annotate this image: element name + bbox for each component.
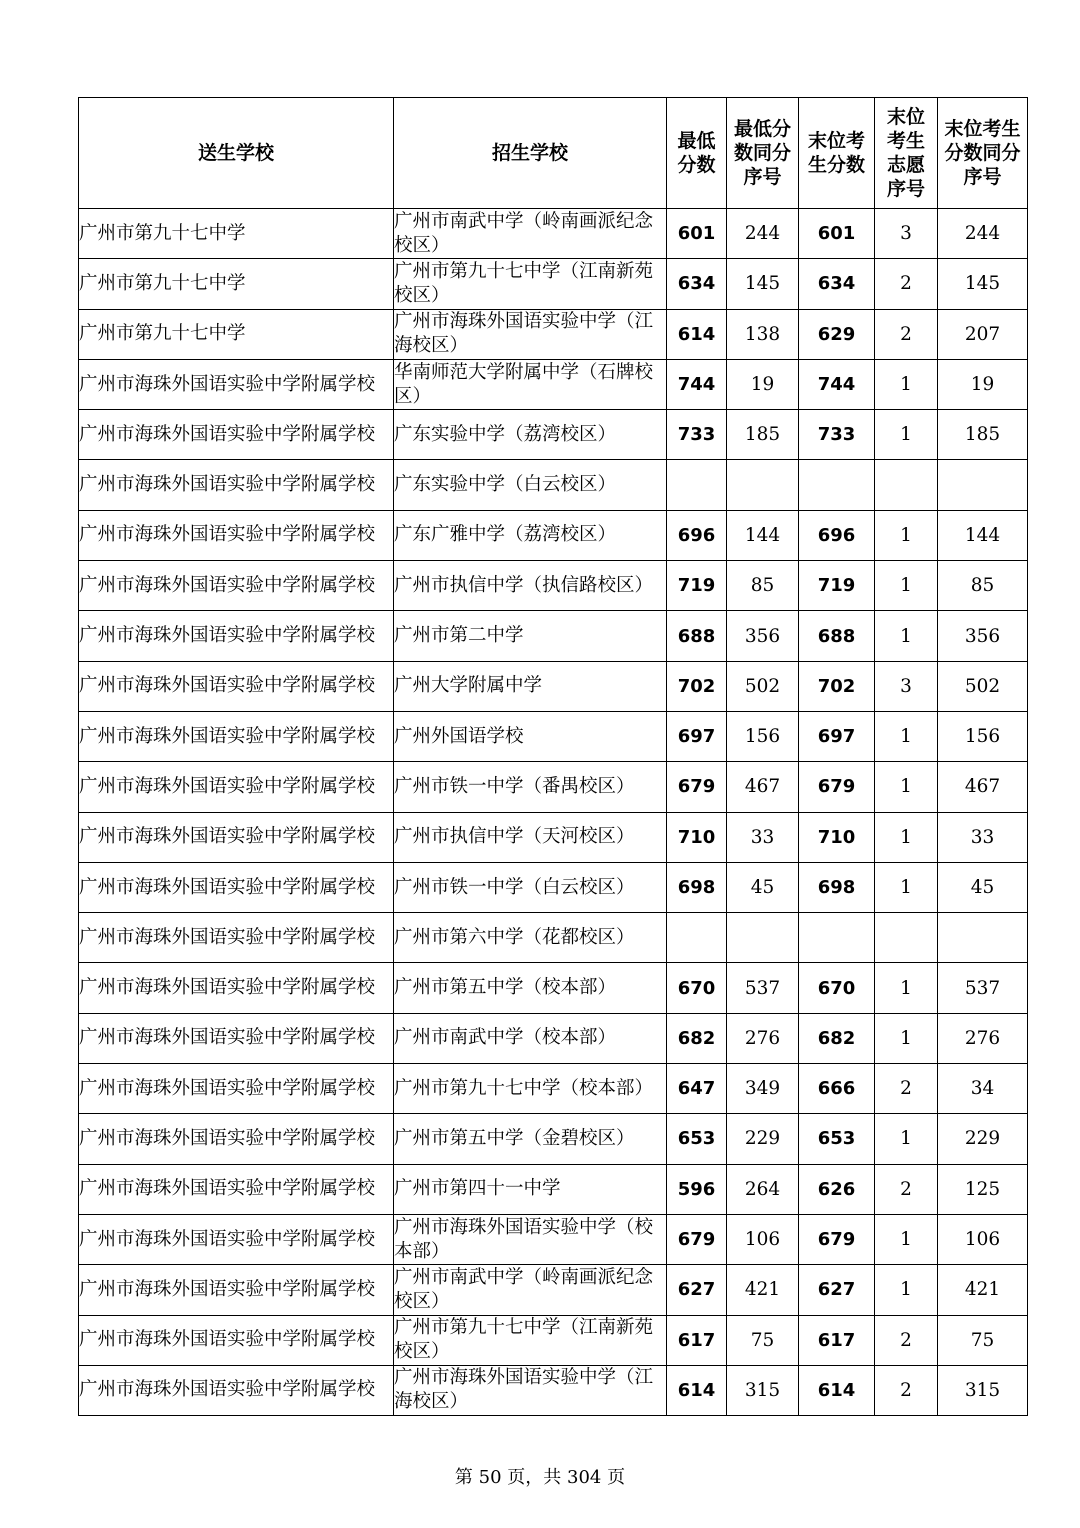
cell-recv-school: 广州市第五中学（校本部）: [394, 963, 667, 1013]
cell-last-choice: 1: [875, 1265, 938, 1315]
cell-last-choice: 1: [875, 510, 938, 560]
cell-last-same-rank: 85: [938, 561, 1028, 611]
cell-send-school: 广州市海珠外国语实验中学附属学校: [79, 1214, 394, 1264]
cell-send-school: 广州市海珠外国语实验中学附属学校: [79, 762, 394, 812]
cell-last-same-rank: 19: [938, 359, 1028, 409]
cell-recv-school: 广州外国语学校: [394, 711, 667, 761]
cell-last-same-rank: 156: [938, 711, 1028, 761]
cell-last-choice: [875, 913, 938, 963]
cell-send-school: 广州市海珠外国语实验中学附属学校: [79, 460, 394, 510]
cell-recv-school: 广州市海珠外国语实验中学（校本部）: [394, 1214, 667, 1264]
cell-min-score: 679: [667, 762, 727, 812]
cell-last-score: 629: [799, 309, 875, 359]
cell-send-school: 广州市第九十七中学: [79, 209, 394, 259]
header-min-same-rank: 最低分数同分序号: [727, 98, 799, 209]
cell-min-score: 670: [667, 963, 727, 1013]
cell-last-choice: 1: [875, 1114, 938, 1164]
cell-last-choice: 1: [875, 410, 938, 460]
cell-last-choice: 1: [875, 812, 938, 862]
cell-min-score: 601: [667, 209, 727, 259]
table-body: [79, 209, 1028, 1416]
table-row: [79, 209, 1028, 259]
cell-last-score: 634: [799, 259, 875, 309]
cell-min-score: 719: [667, 561, 727, 611]
cell-min-same-rank: 502: [727, 661, 799, 711]
table-row: [79, 1013, 1028, 1063]
cell-min-score: 596: [667, 1164, 727, 1214]
cell-send-school: 广州市第九十七中学: [79, 259, 394, 309]
header-recv-school: 招生学校: [394, 98, 667, 209]
cell-recv-school: 广州市第四十一中学: [394, 1164, 667, 1214]
cell-min-score: 698: [667, 862, 727, 912]
cell-min-score: 697: [667, 711, 727, 761]
header-last-same-rank: 末位考生分数同分序号: [938, 98, 1028, 209]
cell-recv-school: 广东实验中学（白云校区）: [394, 460, 667, 510]
cell-last-same-rank: [938, 460, 1028, 510]
cell-send-school: 广州市海珠外国语实验中学附属学校: [79, 661, 394, 711]
cell-recv-school: 广州市第五中学（金碧校区）: [394, 1114, 667, 1164]
cell-min-score: 617: [667, 1315, 727, 1365]
table-row: [79, 762, 1028, 812]
cell-min-score: 688: [667, 611, 727, 661]
cell-recv-school: 广州市铁一中学（番禺校区）: [394, 762, 667, 812]
table-row: [79, 460, 1028, 510]
cell-min-same-rank: 45: [727, 862, 799, 912]
table-row: [79, 862, 1028, 912]
cell-last-same-rank: 207: [938, 309, 1028, 359]
cell-min-same-rank: 156: [727, 711, 799, 761]
cell-min-score: [667, 913, 727, 963]
cell-min-same-rank: 106: [727, 1214, 799, 1264]
table-row: [79, 1315, 1028, 1365]
cell-recv-school: 广州市第六中学（花都校区）: [394, 913, 667, 963]
table-row: [79, 410, 1028, 460]
cell-min-same-rank: 75: [727, 1315, 799, 1365]
table-row: [79, 1365, 1028, 1415]
cell-last-score: 688: [799, 611, 875, 661]
cell-send-school: 广州市海珠外国语实验中学附属学校: [79, 812, 394, 862]
table-row: [79, 259, 1028, 309]
cell-min-same-rank: 85: [727, 561, 799, 611]
cell-min-same-rank: 356: [727, 611, 799, 661]
cell-last-score: 626: [799, 1164, 875, 1214]
cell-last-same-rank: 467: [938, 762, 1028, 812]
cell-last-score: [799, 913, 875, 963]
cell-min-same-rank: 421: [727, 1265, 799, 1315]
cell-send-school: 广州市海珠外国语实验中学附属学校: [79, 711, 394, 761]
cell-last-score: 719: [799, 561, 875, 611]
cell-recv-school: 广州市执信中学（天河校区）: [394, 812, 667, 862]
cell-last-choice: 3: [875, 661, 938, 711]
cell-last-same-rank: 144: [938, 510, 1028, 560]
cell-min-score: 744: [667, 359, 727, 409]
cell-last-score: 666: [799, 1064, 875, 1114]
cell-min-same-rank: 138: [727, 309, 799, 359]
cell-last-score: 698: [799, 862, 875, 912]
cell-min-score: 634: [667, 259, 727, 309]
table-row: [79, 1265, 1028, 1315]
cell-recv-school: 广东广雅中学（荔湾校区）: [394, 510, 667, 560]
cell-send-school: 广州市海珠外国语实验中学附属学校: [79, 1114, 394, 1164]
cell-last-same-rank: 75: [938, 1315, 1028, 1365]
cell-send-school: 广州市海珠外国语实验中学附属学校: [79, 1013, 394, 1063]
cell-min-score: 647: [667, 1064, 727, 1114]
cell-last-score: 617: [799, 1315, 875, 1365]
cell-min-score: 702: [667, 661, 727, 711]
cell-last-score: 744: [799, 359, 875, 409]
table-header: [79, 98, 1028, 209]
cell-send-school: 广州市海珠外国语实验中学附属学校: [79, 1064, 394, 1114]
cell-recv-school: 广州大学附属中学: [394, 661, 667, 711]
cell-last-score: [799, 460, 875, 510]
cell-last-same-rank: 244: [938, 209, 1028, 259]
table-row: [79, 359, 1028, 409]
cell-last-score: 670: [799, 963, 875, 1013]
cell-last-score: 696: [799, 510, 875, 560]
header-last-choice: 末位考生志愿序号: [875, 98, 938, 209]
cell-recv-school: 广州市第二中学: [394, 611, 667, 661]
cell-last-same-rank: 125: [938, 1164, 1028, 1214]
cell-min-same-rank: 276: [727, 1013, 799, 1063]
cell-recv-school: 广州市南武中学（岭南画派纪念校区）: [394, 1265, 667, 1315]
cell-last-choice: 2: [875, 1164, 938, 1214]
cell-send-school: 广州市海珠外国语实验中学附属学校: [79, 862, 394, 912]
cell-last-same-rank: 145: [938, 259, 1028, 309]
cell-send-school: 广州市海珠外国语实验中学附属学校: [79, 1315, 394, 1365]
cell-last-score: 710: [799, 812, 875, 862]
table-row: [79, 963, 1028, 1013]
cell-send-school: 广州市海珠外国语实验中学附属学校: [79, 410, 394, 460]
table-row: [79, 661, 1028, 711]
header-last-score: 末位考生分数: [799, 98, 875, 209]
table-row: [79, 1164, 1028, 1214]
cell-last-same-rank: 356: [938, 611, 1028, 661]
cell-last-choice: 1: [875, 561, 938, 611]
table-row: [79, 510, 1028, 560]
table-row: [79, 1114, 1028, 1164]
cell-last-choice: 1: [875, 711, 938, 761]
cell-last-choice: 1: [875, 762, 938, 812]
table-row: [79, 309, 1028, 359]
cell-min-same-rank: 229: [727, 1114, 799, 1164]
table-row: [79, 913, 1028, 963]
cell-min-same-rank: 349: [727, 1064, 799, 1114]
cell-recv-school: 广州市铁一中学（白云校区）: [394, 862, 667, 912]
table-row: [79, 711, 1028, 761]
cell-min-score: 679: [667, 1214, 727, 1264]
cell-last-choice: 1: [875, 963, 938, 1013]
cell-last-same-rank: 315: [938, 1365, 1028, 1415]
header-min-score: 最低分数: [667, 98, 727, 209]
cell-send-school: 广州市海珠外国语实验中学附属学校: [79, 1265, 394, 1315]
cell-recv-school: 广州市南武中学（岭南画派纪念校区）: [394, 209, 667, 259]
cell-min-score: 614: [667, 309, 727, 359]
cell-min-same-rank: 19: [727, 359, 799, 409]
cell-last-score: 733: [799, 410, 875, 460]
cell-last-score: 614: [799, 1365, 875, 1415]
table-row: [79, 561, 1028, 611]
cell-send-school: 广州市海珠外国语实验中学附属学校: [79, 1164, 394, 1214]
cell-last-score: 627: [799, 1265, 875, 1315]
cell-last-score: 702: [799, 661, 875, 711]
cell-recv-school: 广州市第九十七中学（江南新苑校区）: [394, 1315, 667, 1365]
cell-min-same-rank: [727, 460, 799, 510]
cell-min-score: 627: [667, 1265, 727, 1315]
cell-last-choice: 2: [875, 1365, 938, 1415]
cell-min-score: 614: [667, 1365, 727, 1415]
cell-last-same-rank: 537: [938, 963, 1028, 1013]
cell-last-choice: 1: [875, 359, 938, 409]
cell-last-same-rank: 106: [938, 1214, 1028, 1264]
cell-min-same-rank: 467: [727, 762, 799, 812]
cell-recv-school: 广州市海珠外国语实验中学（江海校区）: [394, 1365, 667, 1415]
cell-last-same-rank: 33: [938, 812, 1028, 862]
cell-last-score: 697: [799, 711, 875, 761]
cell-last-same-rank: 45: [938, 862, 1028, 912]
cell-min-score: [667, 460, 727, 510]
cell-last-choice: 1: [875, 1214, 938, 1264]
cell-min-score: 710: [667, 812, 727, 862]
cell-min-score: 682: [667, 1013, 727, 1063]
cell-last-same-rank: 421: [938, 1265, 1028, 1315]
cell-min-score: 696: [667, 510, 727, 560]
cell-send-school: 广州市海珠外国语实验中学附属学校: [79, 1365, 394, 1415]
cell-last-choice: 1: [875, 611, 938, 661]
cell-last-choice: 2: [875, 1315, 938, 1365]
cell-last-choice: 3: [875, 209, 938, 259]
cell-min-same-rank: 537: [727, 963, 799, 1013]
cell-min-same-rank: 315: [727, 1365, 799, 1415]
cell-last-choice: 2: [875, 309, 938, 359]
cell-last-choice: 2: [875, 1064, 938, 1114]
cell-send-school: 广州市海珠外国语实验中学附属学校: [79, 510, 394, 560]
cell-recv-school: 广州市执信中学（执信路校区）: [394, 561, 667, 611]
cell-recv-school: 华南师范大学附属中学（石牌校区）: [394, 359, 667, 409]
table-row: [79, 1064, 1028, 1114]
cell-last-same-rank: 185: [938, 410, 1028, 460]
cell-last-score: 653: [799, 1114, 875, 1164]
cell-last-choice: 1: [875, 862, 938, 912]
cell-min-score: 733: [667, 410, 727, 460]
cell-recv-school: 广州市南武中学（校本部）: [394, 1013, 667, 1063]
cell-min-same-rank: 244: [727, 209, 799, 259]
cell-send-school: 广州市第九十七中学: [79, 309, 394, 359]
cell-recv-school: 广州市第九十七中学（校本部）: [394, 1064, 667, 1114]
cell-recv-school: 广东实验中学（荔湾校区）: [394, 410, 667, 460]
cell-recv-school: 广州市第九十七中学（江南新苑校区）: [394, 259, 667, 309]
cell-recv-school: 广州市海珠外国语实验中学（江海校区）: [394, 309, 667, 359]
cell-min-score: 653: [667, 1114, 727, 1164]
admission-score-table: [78, 97, 1028, 1416]
cell-min-same-rank: 145: [727, 259, 799, 309]
cell-send-school: 广州市海珠外国语实验中学附属学校: [79, 611, 394, 661]
table-row: [79, 812, 1028, 862]
cell-last-same-rank: 276: [938, 1013, 1028, 1063]
cell-last-choice: 2: [875, 259, 938, 309]
cell-send-school: 广州市海珠外国语实验中学附属学校: [79, 561, 394, 611]
cell-min-same-rank: 33: [727, 812, 799, 862]
page-number-footer: 第 50 页，共 304 页: [454, 1467, 626, 1488]
cell-last-score: 682: [799, 1013, 875, 1063]
cell-last-same-rank: 34: [938, 1064, 1028, 1114]
cell-send-school: 广州市海珠外国语实验中学附属学校: [79, 913, 394, 963]
cell-min-same-rank: 185: [727, 410, 799, 460]
cell-last-same-rank: 502: [938, 661, 1028, 711]
cell-min-same-rank: 264: [727, 1164, 799, 1214]
cell-last-same-rank: 229: [938, 1114, 1028, 1164]
cell-min-same-rank: [727, 913, 799, 963]
table-row: [79, 611, 1028, 661]
cell-send-school: 广州市海珠外国语实验中学附属学校: [79, 359, 394, 409]
cell-last-score: 601: [799, 209, 875, 259]
cell-last-same-rank: [938, 913, 1028, 963]
cell-send-school: 广州市海珠外国语实验中学附属学校: [79, 963, 394, 1013]
cell-min-same-rank: 144: [727, 510, 799, 560]
cell-last-choice: [875, 460, 938, 510]
cell-last-score: 679: [799, 1214, 875, 1264]
cell-last-choice: 1: [875, 1013, 938, 1063]
table-row: [79, 1214, 1028, 1264]
cell-last-score: 679: [799, 762, 875, 812]
header-send-school: 送生学校: [79, 98, 394, 209]
